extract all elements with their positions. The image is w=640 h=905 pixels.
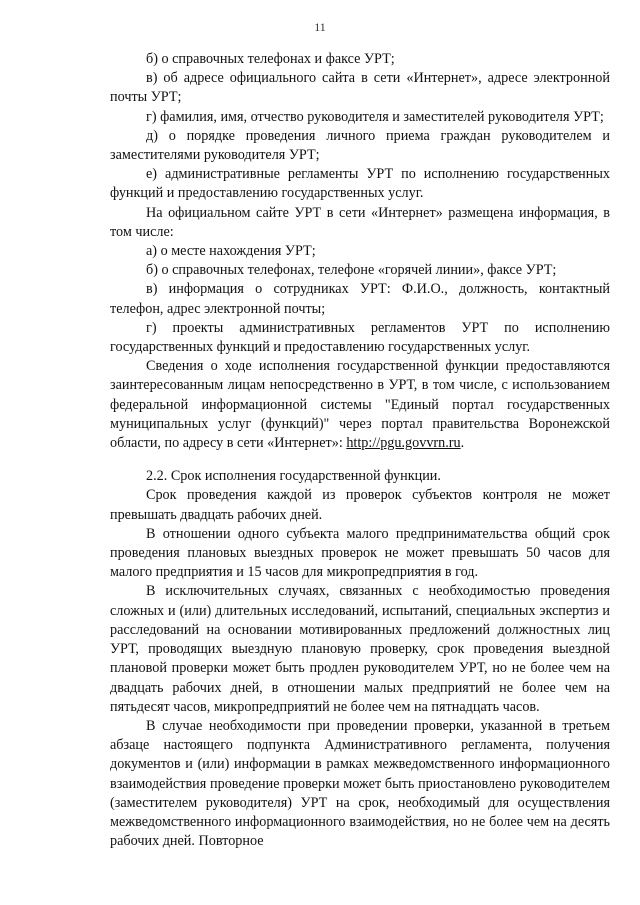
page-number: 11	[314, 20, 326, 34]
paragraph-g-drafts: г) проекты административных регламентов УРТ по исполнению государственных функций и предоставлению государственных услуг.	[110, 319, 610, 356]
paragraph-progress-info: Сведения о ходе исполнения государственной функции предоставляются заинтересованным лицам непосредственно в УРТ, в том числе, с использованием федеральной информационной системы "Единый портал государственных муниципальных услуг (функций)" через портал правительства Воронежской области, по адресу в сети «Интернет»: http://pgu.govvrn.ru.	[110, 358, 610, 452]
paragraph-d-reception: д) о порядке проведения личного приема граждан руководителем и заместителями руководителя УРТ;	[110, 127, 610, 164]
paragraph-v-website: в) об адресе официального сайта в сети «Интернет», адресе электронной почты УРТ;	[110, 70, 610, 106]
section-paragraph: В отношении одного субъекта малого предпринимательства общий срок проведения плановых выездных проверок не может превышать 50 часов для малого предприятия и 15 часов для микропредприятия в год.	[110, 525, 610, 581]
paragraph-site-info: На официальном сайте УРТ в сети «Интернет» размещена информация, в том числе:	[110, 204, 610, 240]
progress-info-text: Сведения о ходе исполнения государственной функции предоставляются заинтересованным лицам непосредственно в УРТ, в том числе, с использованием федеральной информационной системы "Единый портал государственных муниципальных услуг (функций)" через портал правительства Воронежской области, по адресу в сети «Интернет»:	[110, 358, 610, 452]
paragraph-g-names: г) фамилия, имя, отчество руководителя и заместителей руководителя УРТ;	[146, 108, 604, 125]
paragraph-a-location: а) о месте нахождения УРТ;	[146, 243, 316, 260]
spacer	[110, 453, 610, 467]
portal-link[interactable]: http://pgu.govvrn.ru	[346, 435, 461, 452]
section-paragraph: Срок проведения каждой из проверок субъектов контроля не может превышать двадцать рабочих дней.	[110, 487, 610, 523]
paragraph-b-hotline: б) о справочных телефонах, телефоне «горячей линии», факсе УРТ;	[146, 262, 557, 279]
section-heading: 2.2. Срок исполнения государственной функции.	[146, 468, 441, 485]
section-paragraph: В случае необходимости при проведении проверки, указанной в третьем абзаце настоящего подпункта Административного регламента, получения документов и (или) информации в рамках межведомственного информационного взаимодействия проведение проверки может быть приостановлено руководителем (заместителем руководителя) УРТ на срок, необходимый для осуществления межведомственного информационного взаимодействия, но не более чем на десять рабочих дней. Повторное	[110, 717, 610, 850]
paragraph-b-phones: б) о справочных телефонах и факсе УРТ;	[146, 51, 395, 67]
document-body	[110, 50, 610, 851]
paragraph-e-regulations: е) административные регламенты УРТ по исполнению государственных функций и предоставлению государственных услуг.	[110, 166, 610, 202]
section-paragraph: В исключительных случаях, связанных с необходимостью проведения сложных и (или) длительных исследований, испытаний, специальных экспертиз и расследований на основании мотивированных предложений должностных лиц УРТ, проводящих выездную плановую проверку, срок проведения выездной плановой проверки может быть продлен руководителем УРТ, но не более чем на двадцать рабочих дней, в отношении малых предприятий не более чем на пятьдесят часов, микропредприятий не более чем на пятнадцать часов.	[110, 583, 610, 715]
paragraph-v-staff: в) информация о сотрудниках УРТ: Ф.И.О., должность, контактный телефон, адрес электронной почты;	[110, 281, 610, 317]
